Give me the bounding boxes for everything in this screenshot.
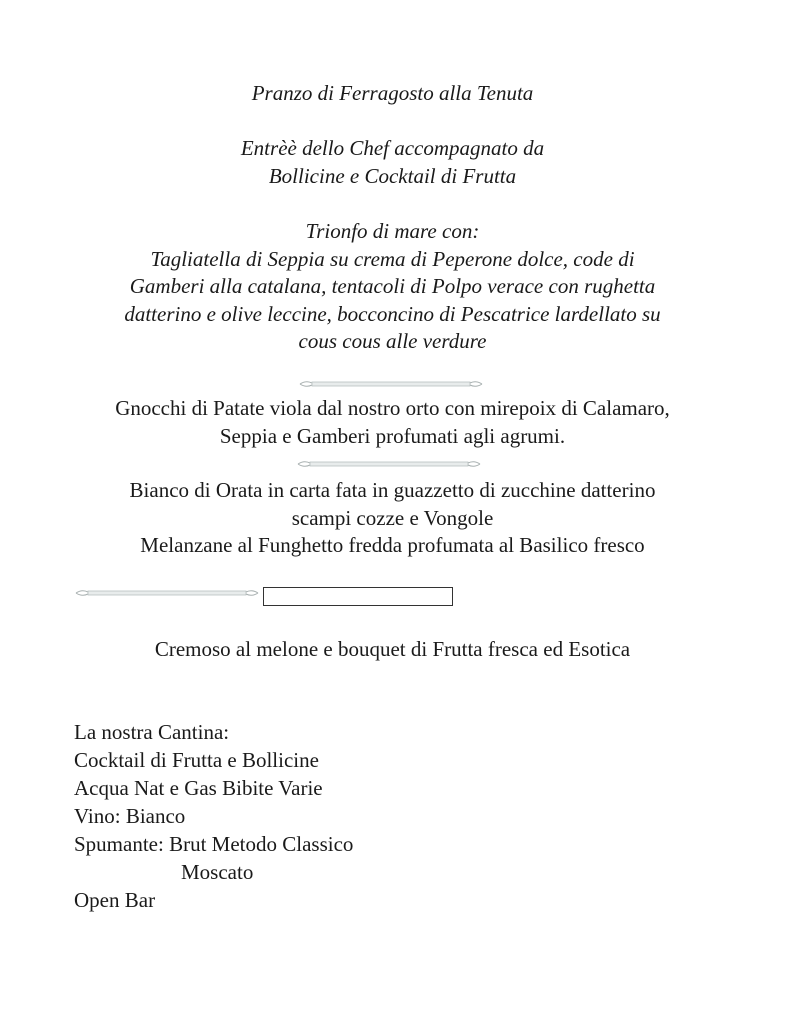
entree-section xyxy=(0,135,785,190)
cantina-item-6: Open Bar xyxy=(74,888,156,912)
gnocchi-section xyxy=(0,395,785,450)
entree-line-1: Entrèè dello Chef accompagnato da xyxy=(240,136,545,160)
orata-line-1: Bianco di Orata in carta fata in guazzetto di zucchine datterino xyxy=(129,478,656,502)
ornament-divider-3 xyxy=(74,588,260,598)
trionfo-heading: Trionfo di mare con: xyxy=(305,219,480,243)
trionfo-line-3: datterino e olive leccine, bocconcino di Pescatrice lardellato su xyxy=(124,301,661,326)
cantina-heading: La nostra Cantina: xyxy=(74,720,230,744)
trionfo-section xyxy=(0,218,785,356)
orata-section xyxy=(0,477,785,560)
cantina-item-4: Spumante: Brut Metodo Classico xyxy=(74,832,354,856)
cantina-section xyxy=(74,718,353,914)
cantina-item-5: Moscato xyxy=(181,860,254,884)
trionfo-line-4: cous cous alle verdure xyxy=(298,329,487,353)
entree-line-2: Bollicine e Cocktail di Frutta xyxy=(268,163,517,188)
dessert-line: Cremoso al melone e bouquet di Frutta fresca ed Esotica xyxy=(154,637,631,661)
gnocchi-line-2: Seppia e Gamberi profumati agli agrumi. xyxy=(219,423,566,448)
ornament-divider-2 xyxy=(296,459,482,469)
ornament-divider-1 xyxy=(298,379,484,389)
gnocchi-line-1: Gnocchi di Patate viola dal nostro orto con mirepoix di Calamaro, xyxy=(115,396,670,420)
cantina-item-3: Vino: Bianco xyxy=(74,804,186,828)
orata-line-3: Melanzane al Funghetto fredda profumata al Basilico fresco xyxy=(140,533,645,557)
empty-frame-box xyxy=(263,587,453,606)
cantina-item-1: Cocktail di Frutta e Bollicine xyxy=(74,748,319,772)
cantina-item-2: Acqua Nat e Gas Bibite Varie xyxy=(74,776,323,800)
trionfo-line-2: Gamberi alla catalana, tentacoli di Polpo verace con rughetta xyxy=(129,274,656,298)
menu-title: Pranzo di Ferragosto alla Tenuta xyxy=(251,81,534,105)
orata-line-2: scampi cozze e Vongole xyxy=(291,505,494,530)
trionfo-line-1: Tagliatella di Seppia su crema di Peperone dolce, code di xyxy=(150,246,635,271)
